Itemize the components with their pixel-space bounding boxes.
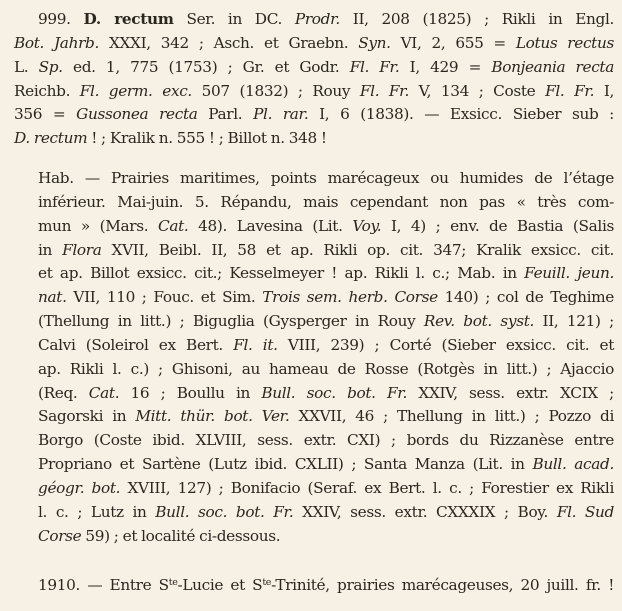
- habitat-line: inférieur. Mai-juin. 5. Répandu, mais cependant non pas « très com-: [38, 192, 614, 211]
- collection-year: 1910.: [38, 576, 81, 594]
- entry-number: 999.: [38, 10, 71, 28]
- entry-line: 356 = Gussonea recta Parl. Pl. rar. I, 6 (1838). — Exsicc. Sieber sub :: [14, 105, 614, 124]
- habitat-line: (Thellung in litt.) ; Biguglia (Gysperger in Rouy Rev. bot. syst. II, 121) ;: [38, 312, 614, 331]
- species-entry: [14, 8, 614, 151]
- habitat-line: géogr. bot. XVIII, 127) ; Bonifacio (Seraf. ex Bert. l. c. ; Forestier ex Rikli: [38, 478, 614, 497]
- habitat-line: Sagorski in Mitt. thür. bot. Ver. XXVII, 46 ; Thellung in litt.) ; Pozzo di: [38, 407, 614, 426]
- habitat-line: (Req. Cat. 16 ; Boullu in Bull. soc. bot. Fr. XXIV, sess. extr. XCIX ;: [38, 383, 614, 402]
- habitat-line: mun » (Mars. Cat. 48). Lavesina (Lit. Voy. I, 4) ; env. de Bastia (Salis: [38, 216, 614, 235]
- habitat-line: l. c. ; Lutz in Bull. soc. bot. Fr. XXIV, sess. extr. CXXXIX ; Boy. Fl. Sud: [38, 502, 615, 521]
- habitat-line: Calvi (Soleirol ex Bert. Fl. it. VIII, 239) ; Corté (Sieber exsicc. cit. et: [38, 335, 615, 354]
- collection-line: 1910. — Entre $S^{te}$-Lucie et $S^{te}$-Trinité, prairies marécageuses, 20 juill. fr. !: [38, 576, 615, 594]
- entry-line: Reichb. Fl. germ. exc. 507 (1832) ; Rouy Fl. Fr. V, 134 ; Coste Fl. Fr. I,: [14, 81, 615, 100]
- habitat-line: et ap. Billot exsicc. cit.; Kesselmeyer ! ap. Rikli l. c.; Mab. in Feuill. jeun.: [38, 264, 614, 283]
- species-name: D. rectum: [83, 10, 174, 28]
- habitat-line: Borgo (Coste ibid. XLVIII, sess. extr. CXI) ; bords du Rizzanèse entre: [38, 431, 614, 450]
- habitat-line: Corse 59) ; et localité ci-dessous.: [38, 526, 281, 545]
- habitat-line: Hab. — Prairies maritimes, points marécageux ou humides de l’étage: [38, 169, 614, 187]
- entry-heading-line: [14, 8, 614, 32]
- habitat-line: Propriano et Sartène (Lutz ibid. CXLII) ; Santa Manza (Lit. in Bull. acad.: [38, 455, 615, 474]
- entry-line: D. rectum ! ; Kralik n. 555 ! ; Billot n. 348 !: [14, 129, 327, 148]
- entry-line: Bot. Jahrb. XXXI, 342 ; Asch. et Graebn. Syn. VI, 2, 655 = Lotus rectus: [14, 33, 614, 52]
- habitat-paragraph: [14, 167, 614, 549]
- entry-line-0: Ser. in DC. Prodr. II, 208 (1825) ; Rikli in Engl.: [186, 10, 615, 28]
- habitat-line: nat. VII, 110 ; Fouc. et Sim. Trois sem. herb. Corse 140) ; col de Teghime: [38, 288, 614, 307]
- collection-record: [14, 574, 614, 598]
- habitat-line: in Flora XVII, Beibl. II, 58 et ap. Rikli op. cit. 347; Kralik exsicc. cit.: [38, 240, 615, 259]
- habitat-line: ap. Rikli l. c.) ; Ghisoni, au hameau de Rosse (Rotgès in litt.) ; Ajaccio: [38, 359, 614, 378]
- entry-line: L. Sp. ed. 1, 775 (1753) ; Gr. et Godr. Fl. Fr. I, 429 = Bonjeania recta: [14, 57, 614, 76]
